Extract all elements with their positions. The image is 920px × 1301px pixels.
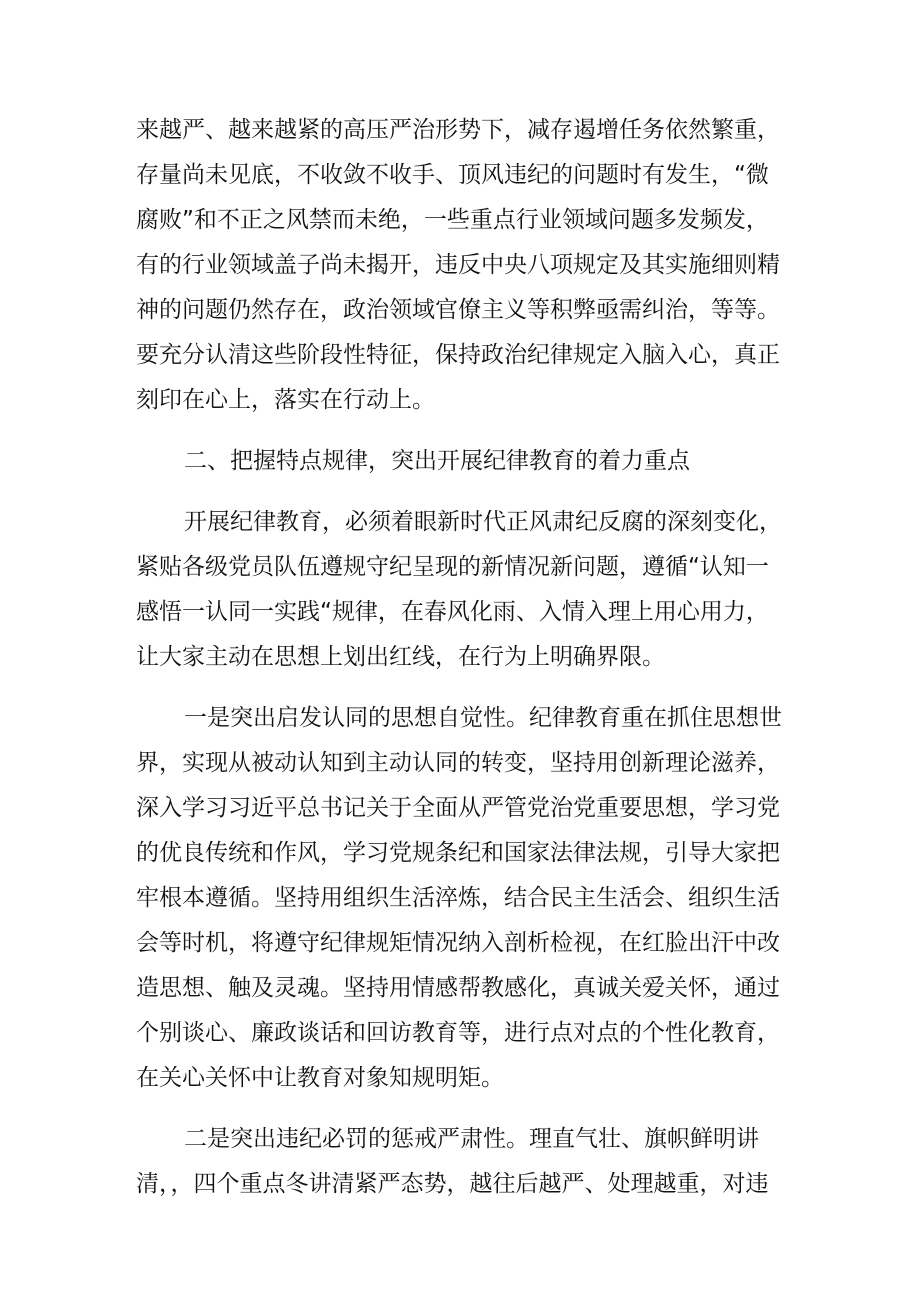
text-line: 清，，四个重点冬讲清紧严态势，越往后越严、处理越重，对违 — [136, 1171, 769, 1197]
paragraph-4 — [136, 1117, 786, 1207]
text-line: 腐败”和不正之风禁而未绝，一些重点行业领域问题多发频发， — [136, 207, 769, 233]
text-line: 开展纪律教育，必须着眼新时代正风肃纪反腐的深刻变化， — [184, 509, 782, 535]
text-line: 二是突出违纪必罚的惩戒严肃性。理直气壮、旗帜鲜明讲 — [184, 1126, 759, 1152]
paragraph-3 — [136, 696, 786, 1101]
text-line: 的优良传统和作风，学习党规条纪和国家法律法规，引导大家把 — [136, 840, 780, 866]
text-line: 让大家主动在思想上划出红线，在行为上明确界限。 — [136, 644, 665, 670]
text-line: 要充分认清这些阶段性特征，保持政治纪律规定入脑入心，真正 — [136, 342, 780, 368]
text-line: 存量尚未见底，不收敛不收手、顶风违纪的问题时有发生，“微 — [136, 162, 769, 188]
paragraph-1 — [136, 108, 786, 423]
text-line: 一是突出启发认同的思想自觉性。纪律教育重在抓住思想世 — [184, 705, 782, 731]
text-line: 感悟一认同一实践“规律，在春风化雨、入情入理上用心用力， — [136, 599, 769, 625]
paragraph-spacer — [136, 484, 786, 500]
text-line: 造思想、触及灵魂。坚持用情感帮教感化，真诚关爱关怀，通过 — [136, 975, 780, 1001]
text-line: 紧贴各级党员队伍遵规守纪呈现的新情况新问题，遵循“认知一 — [136, 554, 769, 580]
paragraph-spacer — [136, 680, 786, 696]
text-line: 来越严、越来越紧的高压严治形势下，减存遏增任务依然繁重， — [136, 117, 780, 143]
paragraph-spacer — [136, 423, 786, 439]
paragraph-2 — [136, 500, 786, 680]
text-line: 刻印在心上，落实在行动上。 — [136, 387, 435, 413]
section-heading-text: 二、把握特点规律，突出开展纪律教育的着力重点 — [184, 448, 690, 474]
text-line: 神的问题仍然存在，政治领域官僚主义等积弊亟需纠治，等等。 — [136, 297, 780, 323]
section-heading — [136, 439, 786, 484]
paragraph-spacer — [136, 1101, 786, 1117]
text-line: 个别谈心、廉政谈话和回访教育等，进行点对点的个性化教育， — [136, 1020, 780, 1046]
text-line: 在关心关怀中让教育对象知规明矩。 — [136, 1065, 504, 1091]
text-line: 会等时机，将遵守纪律规矩情况纳入剖析检视，在红脸出汗中改 — [136, 930, 780, 956]
text-line: 界，实现从被动认知到主动认同的转变，坚持用创新理论滋养， — [136, 750, 780, 776]
document-body — [136, 108, 786, 1207]
text-line: 牢根本遵循。坚持用组织生活淬炼，结合民主生活会、组织生活 — [136, 885, 780, 911]
text-line: 深入学习习近平总书记关于全面从严管党治党重要思想，学习党 — [136, 795, 780, 821]
text-line: 有的行业领域盖子尚未揭开，违反中央八项规定及其实施细则精 — [136, 252, 780, 278]
